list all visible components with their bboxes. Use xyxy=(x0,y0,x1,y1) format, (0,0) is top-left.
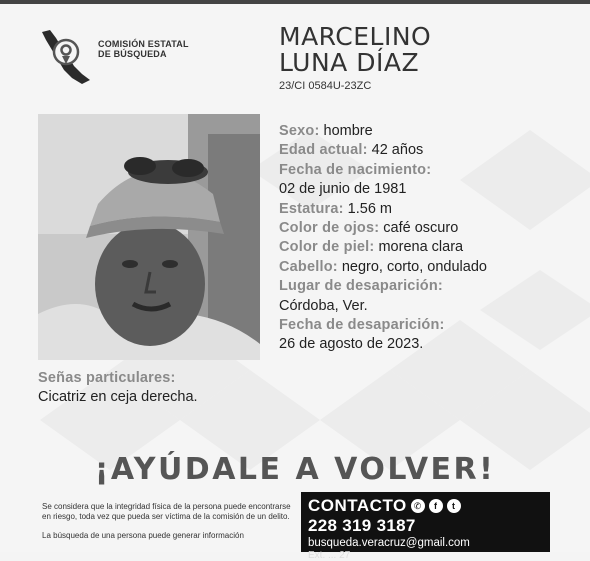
contact-title: CONTACTO xyxy=(308,496,407,515)
person-photo xyxy=(38,114,260,360)
disclaimer-paragraph-1: Se considera que la integridad física de la persona puede encontrarse en riesgo, toda vez que pueda ser víctima de la comisión de un delito. xyxy=(42,502,291,521)
senas-value: Cicatriz en ceja derecha. xyxy=(38,389,198,405)
lugar-value-row xyxy=(279,297,487,316)
piel-value: morena clara xyxy=(374,239,464,256)
fecha-label-row xyxy=(279,316,487,335)
cabello-value: negro, corto, ondulado xyxy=(337,258,487,275)
sexo-row xyxy=(279,122,487,141)
lugar-label: Lugar de desaparición: xyxy=(279,278,443,295)
twitter-icon: t xyxy=(447,499,461,513)
sexo-label: Sexo: xyxy=(279,123,320,139)
estatura-row xyxy=(279,200,487,219)
contact-extension: Ext. ... 27 xyxy=(308,550,351,561)
edad-value: 42 años xyxy=(367,142,424,159)
estatura-label: Estatura: xyxy=(279,200,344,217)
sexo-value: hombre xyxy=(319,123,373,139)
contact-phone[interactable]: 228 319 3187 xyxy=(308,516,416,535)
disclaimer xyxy=(42,502,300,550)
fecha-value: 26 de agosto de 2023. xyxy=(279,336,424,353)
contact-box xyxy=(301,492,550,561)
facebook-icon: f xyxy=(429,499,443,513)
nacimiento-value-row xyxy=(279,180,487,199)
edad-row xyxy=(279,141,487,160)
veracruz-map-pin-icon xyxy=(38,26,96,86)
fecha-value-row xyxy=(279,335,487,354)
disclaimer-paragraph-2: La búsqueda de una persona puede generar información xyxy=(42,531,244,540)
contact-header xyxy=(308,496,550,516)
call-to-action-heading: ¡AYÚDALE A VOLVER! xyxy=(94,452,496,487)
edad-label: Edad actual: xyxy=(279,142,368,159)
piel-label: Color de piel: xyxy=(279,239,375,256)
piel-row xyxy=(279,238,487,257)
case-folio: 23/CI 0584U-23ZC xyxy=(279,80,372,92)
name-line2: LUNA DÍAZ xyxy=(279,48,420,77)
estatura-value: 1.56 m xyxy=(343,200,393,217)
photo-illustration xyxy=(38,114,260,360)
name-line1: MARCELINO xyxy=(279,22,432,51)
lugar-value: Córdoba, Ver. xyxy=(279,297,368,314)
cabello-label: Cabello: xyxy=(279,258,338,275)
whatsapp-icon: ✆ xyxy=(411,499,425,513)
organization-line1: COMISIÓN ESTATAL xyxy=(98,39,189,49)
ojos-row xyxy=(279,219,487,238)
nacimiento-label: Fecha de nacimiento: xyxy=(279,161,432,178)
nacimiento-label-row xyxy=(279,161,487,180)
senas-label: Señas particulares: xyxy=(38,370,176,386)
ojos-label: Color de ojos: xyxy=(279,220,380,237)
lugar-label-row xyxy=(279,277,487,296)
organization-name xyxy=(98,39,189,59)
contact-email[interactable]: busqueda.veracruz@gmail.com xyxy=(308,537,470,549)
fecha-label: Fecha de desaparición: xyxy=(279,317,445,334)
cabello-row xyxy=(279,258,487,277)
nacimiento-value: 02 de junio de 1981 xyxy=(279,181,407,198)
ojos-value: café oscuro xyxy=(379,220,459,237)
organization-logo xyxy=(38,26,218,86)
person-name xyxy=(279,24,431,76)
organization-line2: DE BÚSQUEDA xyxy=(98,49,167,59)
person-details xyxy=(279,122,487,355)
senas-particulares xyxy=(38,369,198,407)
